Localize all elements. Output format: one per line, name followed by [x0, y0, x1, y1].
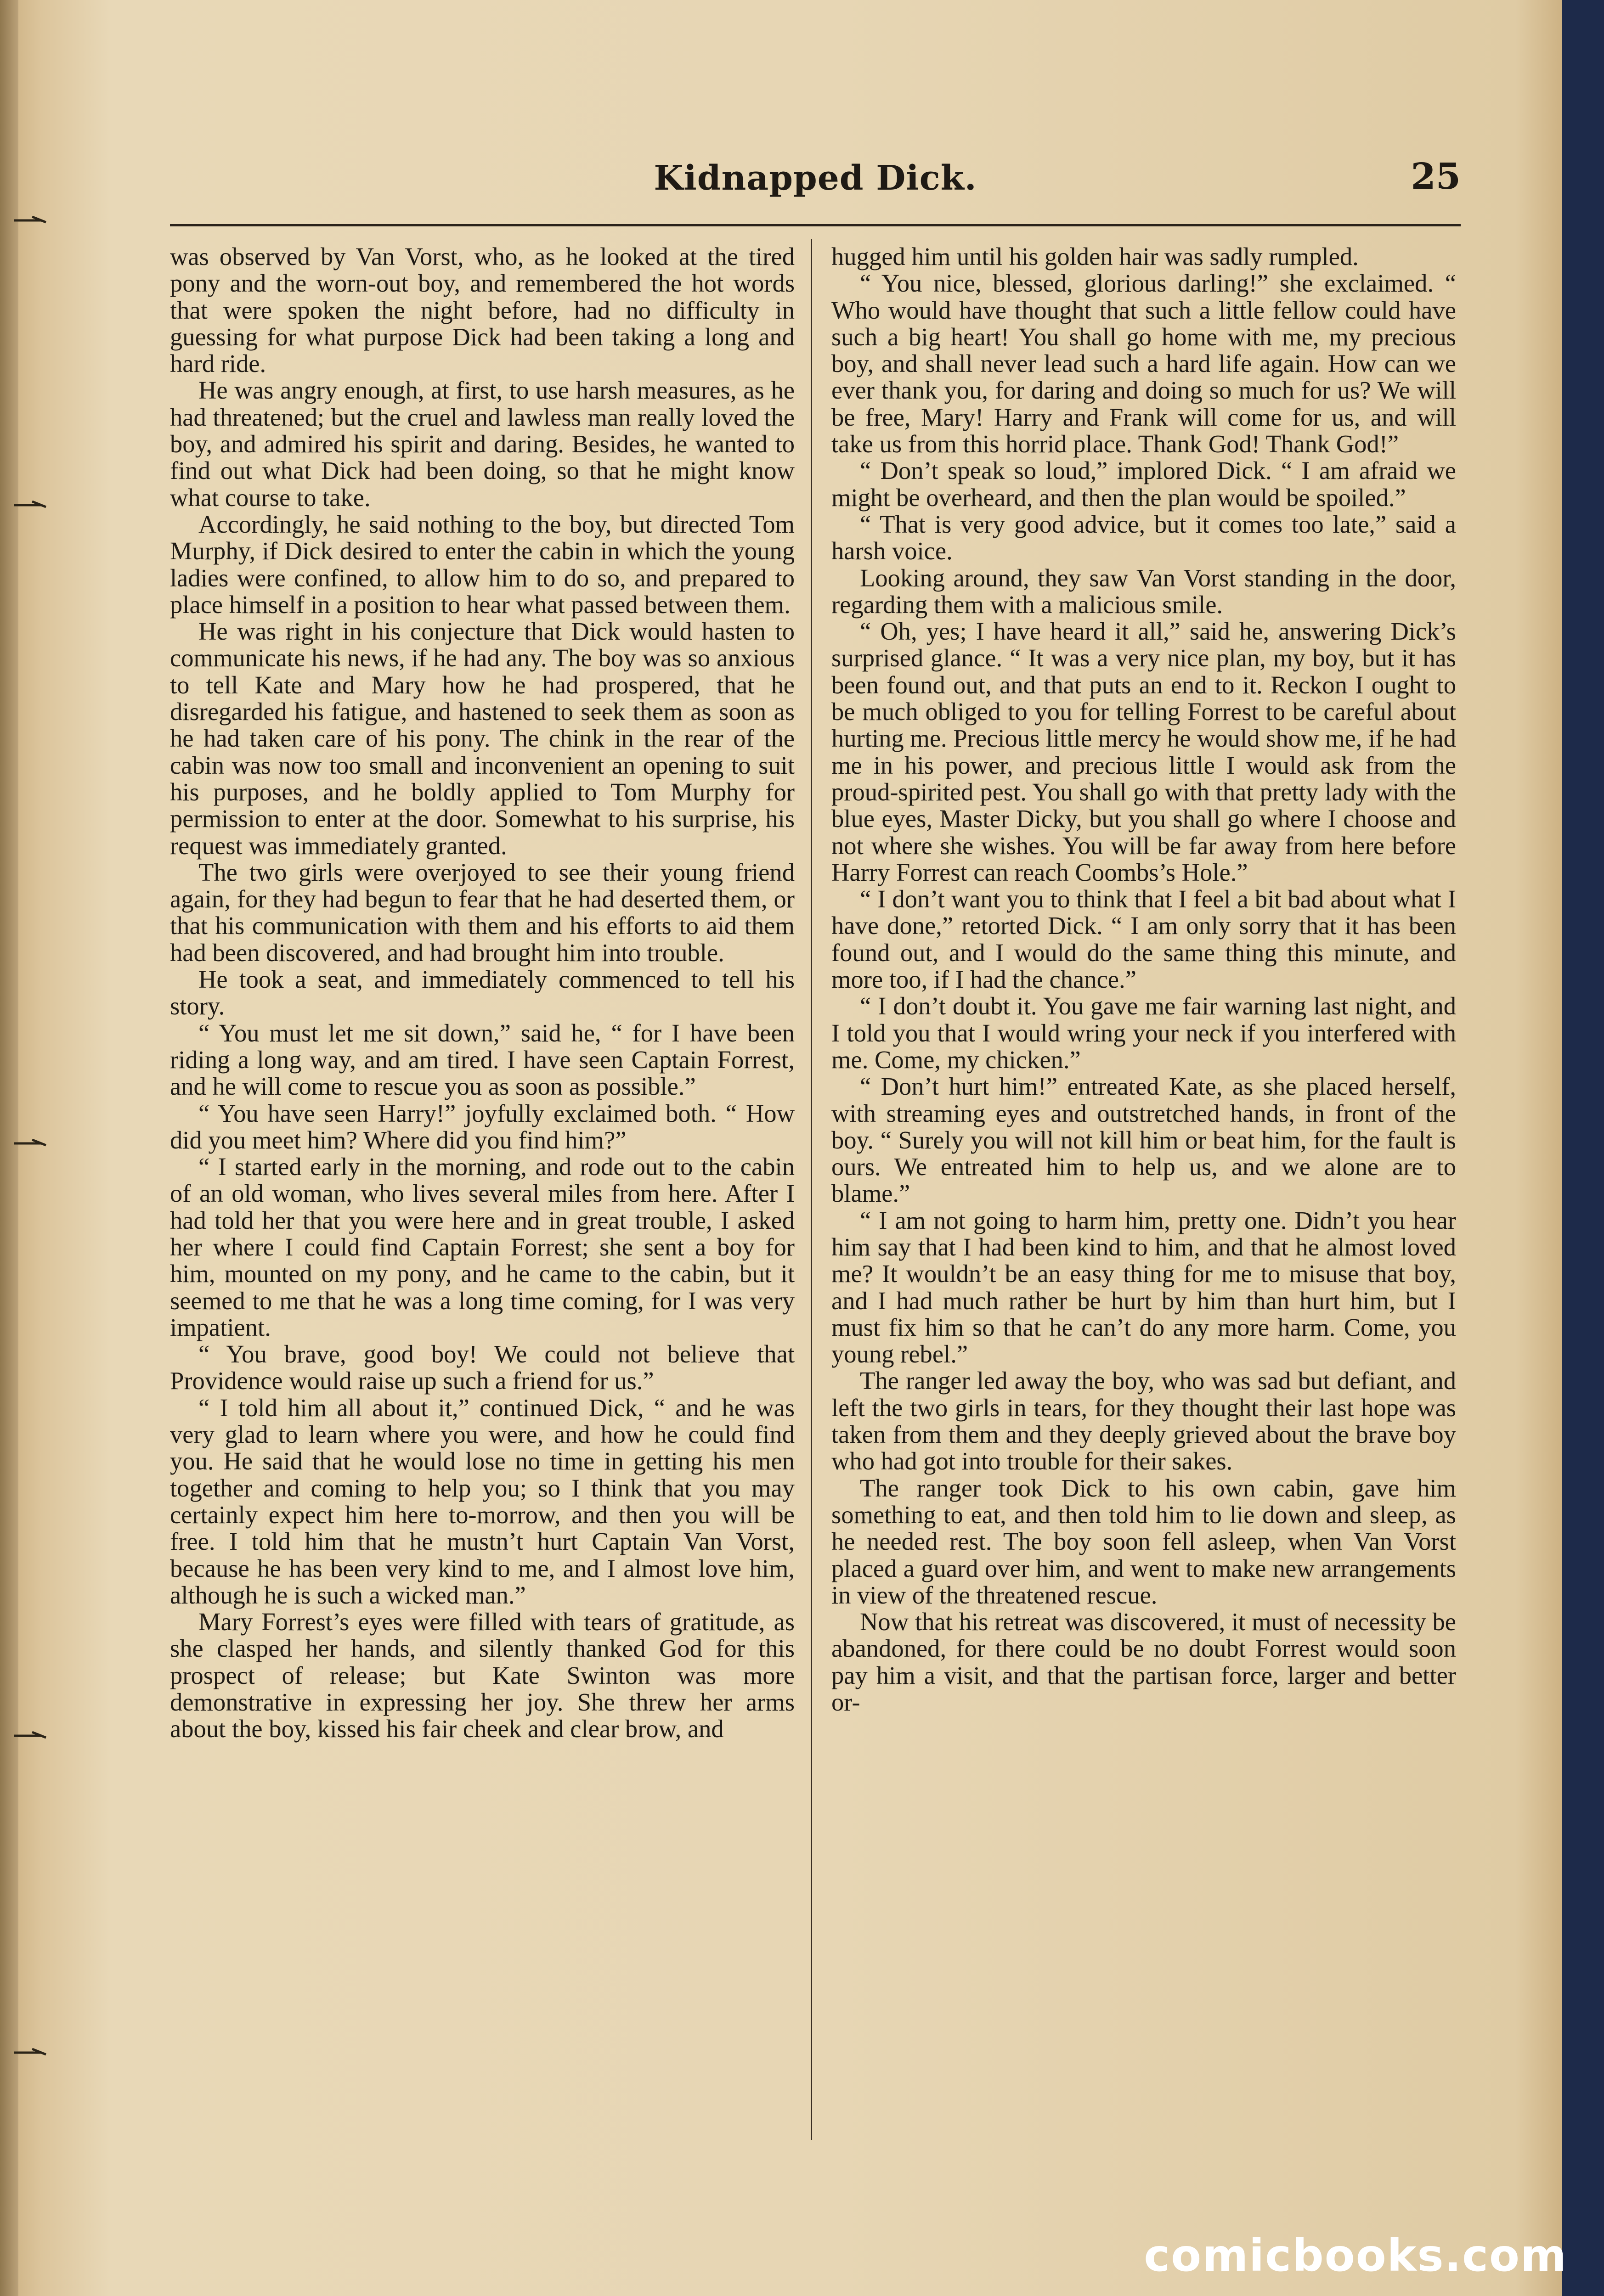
- running-title: Kidnapped Dick.: [654, 158, 977, 198]
- right-column: [831, 243, 1456, 1716]
- paragraph: He was angry enough, at first, to use harsh measures, as he had threatened; but the cruel and lawless man really loved the boy, and admired his spirit and daring. Besides, he wanted to find out what Dick had been doing, so that he might know what course to take.: [170, 376, 795, 512]
- binding-thread-icon: [14, 2048, 55, 2057]
- page-number: 25: [1411, 156, 1461, 197]
- paragraph: “ I don’t want you to think that I feel a bit bad about what I have done,” retorted Dick. “ I am only sorry that it has been found out, and I would do the same thing this minute, and more too, if I had the chance.”: [831, 885, 1456, 994]
- paragraph: “ You nice, blessed, glorious darling!” she exclaimed. “ Who would have thought that such a little fellow could have such a big heart! You shall go home with me, my precious boy, and shall never lead such a hard life again. How can we ever thank you, for daring and doing so much for us? We will be free, Mary! Harry and Frank will come for us, and will take us from this horrid place. Thank God! Thank God!”: [831, 269, 1456, 458]
- binding-thread-icon: [14, 501, 55, 510]
- paragraph: “ Don’t hurt him!” entreated Kate, as she placed herself, with streaming eyes and outstretched hands, in front of the boy. “ Surely you will not kill him or beat him, for the fault is ours. We entreated him to help us, and we alone are to blame.”: [831, 1072, 1456, 1208]
- binding-thread-icon: [14, 216, 55, 225]
- paragraph: “ You have seen Harry!” joyfully exclaimed both. “ How did you meet him? Where did you find him?”: [170, 1099, 795, 1154]
- paragraph: He was right in his conjecture that Dick would hasten to communicate his news, if he had any. The boy was so anxious to tell Kate and Mary how he had prospered, that he disregarded his fatigue, and hastened to seek them as soon as he had taken care of his pony. The chink in the rear of the cabin was now too small and inconvenient an opening to suit his purposes, and he boldly applied to Tom Murphy for permission to enter at the door. Somewhat to his surprise, his request was immediately granted.: [170, 617, 795, 860]
- paragraph: Looking around, they saw Van Vorst standing in the door, regarding them with a malicious smile.: [831, 563, 1456, 619]
- binding-thread-icon: [14, 1731, 55, 1740]
- paragraph: “ I am not going to harm him, pretty one. Didn’t you hear him say that I had been kind to him, and that he almost loved me? It wouldn’t be an easy thing for me to misuse that boy, and I had much rather be hurt by him than hurt him, but I must fix him so that he can’t do any more harm. Come, you young rebel.”: [831, 1206, 1456, 1368]
- paragraph: The ranger took Dick to his own cabin, gave him something to eat, and then told him to lie down and sleep, as he needed rest. The boy soon fell asleep, when Van Vorst placed a guard over him, and went to make new arrangements in view of the threatened rescue.: [831, 1474, 1456, 1609]
- paragraph: “ Don’t speak so loud,” implored Dick. “ I am afraid we might be overheard, and then the plan would be spoiled.”: [831, 456, 1456, 512]
- paragraph: The two girls were overjoyed to see their young friend again, for they had begun to fear that he had deserted them, or that his communication with them and his efforts to aid them had been discovered, and had brought him into trouble.: [170, 858, 795, 967]
- paragraph: “ You brave, good boy! We could not believe that Providence would raise up such a friend for us.”: [170, 1340, 795, 1395]
- left-column: [170, 243, 795, 1743]
- paragraph: hugged him until his golden hair was sadly rumpled.: [831, 242, 1359, 270]
- paragraph: The ranger led away the boy, who was sad but defiant, and left the two girls in tears, for they thought their last hope was taken from them and they deeply grieved about the brave boy who had got into trouble for their sakes.: [831, 1367, 1456, 1475]
- column-divider: [811, 239, 812, 2140]
- page-binding: [0, 0, 18, 2296]
- paragraph: “ I don’t doubt it. You gave me fair warning last night, and I told you that I would wring your neck if you interfered with me. Come, my chicken.”: [831, 992, 1456, 1074]
- paragraph: Accordingly, he said nothing to the boy, but directed Tom Murphy, if Dick desired to enter the cabin in which the young ladies were confined, to allow him to do so, and prepared to place himself in a position to hear what passed between them.: [170, 510, 795, 619]
- paragraph: “ I started early in the morning, and rode out to the cabin of an old woman, who lives several miles from here. After I had told her that you were here and in great trouble, I asked her where I could find Captain Forrest; she sent a boy for him, mounted on my pony, and he came to the cabin, but it seemed to me that he was a long time coming, for I was very impatient.: [170, 1153, 795, 1341]
- paragraph: Now that his retreat was discovered, it must of necessity be abandoned, for there could be no doubt Forrest would soon pay him a visit, and that the partisan force, larger and better or-: [831, 1608, 1456, 1716]
- page-header: [170, 158, 1461, 214]
- paragraph: “ You must let me sit down,” said he, “ for I have been riding a long way, and am tired. I have seen Captain Forrest, and he will come to rescue you as soon as possible.”: [170, 1019, 795, 1101]
- header-rule: [170, 224, 1461, 226]
- paragraph: “ Oh, yes; I have heard it all,” said he, answering Dick’s surprised glance. “ It was a very nice plan, my boy, but it has been found out, and that puts an end to it. Reckon I ought to be much obliged to you for telling Forrest to be careful about hurting me. Precious little mercy he would show me, if he had me in his power, and precious little I would ask from the proud-spirited pest. You shall go with that pretty lady with the blue eyes, Master Dicky, but you shall go where I choose and not where she wishes. You will be far away from here before Harry Forrest can reach Coombs’s Hole.”: [831, 617, 1456, 886]
- paragraph: “ That is very good advice, but it comes too late,” said a harsh voice.: [831, 510, 1456, 565]
- paragraph: Mary Forrest’s eyes were filled with tears of gratitude, as she clasped her hands, and silently thanked God for this prospect of release; but Kate Swinton was more demonstrative in expressing her joy. She threw her arms about the boy, kissed his fair cheek and clear brow, and: [170, 1608, 795, 1743]
- binding-thread-icon: [14, 1139, 55, 1148]
- paragraph: He took a seat, and immediately commenced to tell his story.: [170, 965, 795, 1020]
- watermark: comicbooks.com: [1144, 2230, 1567, 2281]
- paragraph: “ I told him all about it,” continued Dick, “ and he was very glad to learn where you were, and how he could find you. He said that he would lose no time in getting his men together and coming to help you; so I think that you may certainly expect him here to-morrow, and then you will be free. I told him that he mustn’t hurt Captain Van Vorst, because he has been very kind to me, and I almost love him, although he is such a wicked man.”: [170, 1393, 795, 1609]
- paragraph: was observed by Van Vorst, who, as he looked at the tired pony and the worn-out boy, and remembered the hot words that were spoken the night before, had no difficulty in guessing for what purpose Dick had been taking a long and hard ride.: [170, 242, 795, 378]
